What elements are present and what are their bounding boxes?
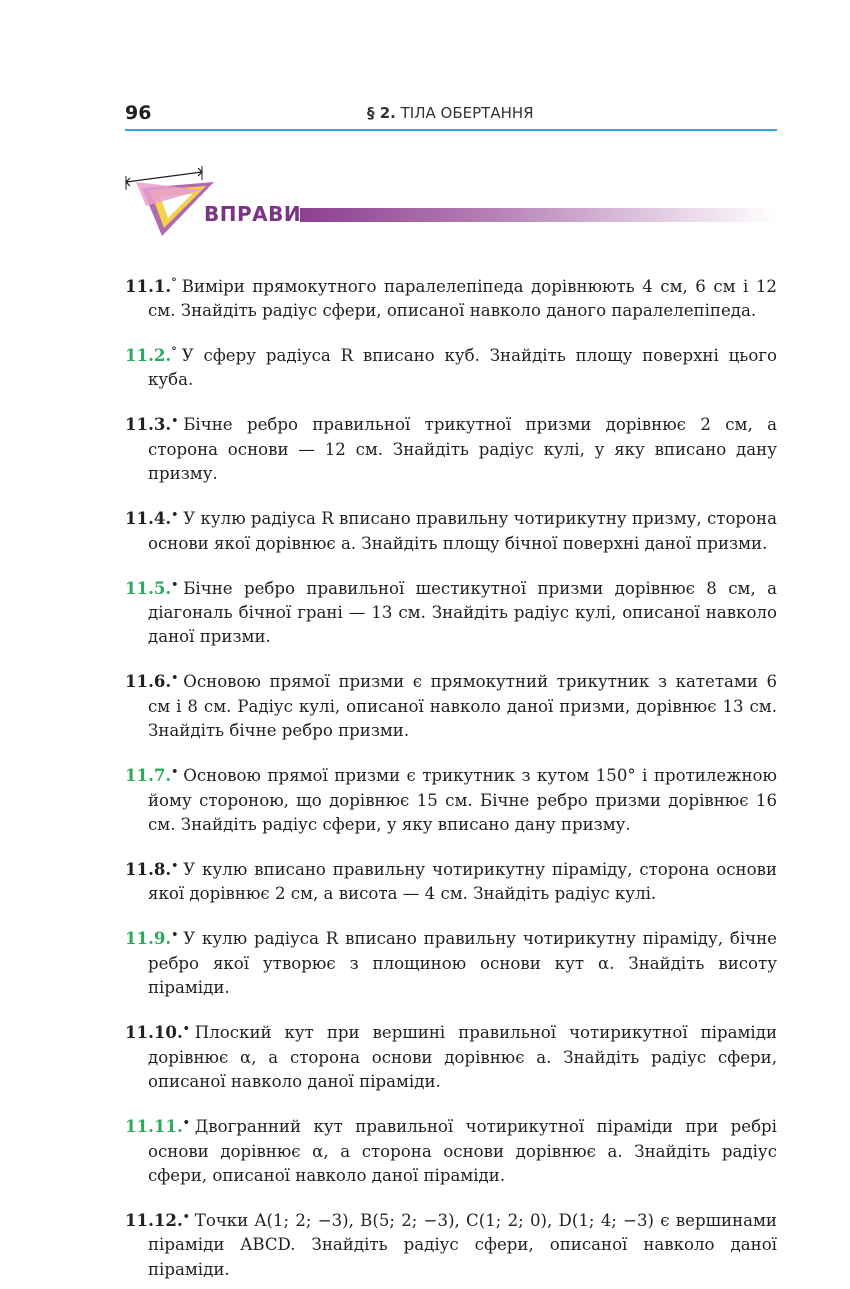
exercise-text: Виміри прямокутного паралелепіпеда дорівнюють 4 см, 6 см і 12 см. Знайдіть радіус сфери, описаної навколо даного паралелепіпеда. — [148, 276, 777, 320]
exercise-item — [125, 409, 777, 486]
banner-gradient-bar — [300, 208, 778, 222]
exercise-item — [125, 1205, 777, 1282]
difficulty-mark: • — [171, 414, 179, 428]
exercise-item — [125, 666, 777, 743]
exercise-number: 11.6. — [125, 671, 172, 692]
section-number: § 2. — [367, 104, 396, 122]
difficulty-mark: • — [171, 859, 179, 873]
exercise-item — [125, 573, 777, 650]
section-title: ТІЛА ОБЕРТАННЯ — [400, 104, 534, 122]
exercise-text: Точки A(1; 2; −3), B(5; 2; −3), C(1; 2; 0), D(1; 4; −3) є вершинами піраміди ABCD. Знайдіть радіус сфери, описаної навколо даної піраміди. — [148, 1210, 777, 1279]
exercises-banner — [122, 160, 778, 240]
exercise-number: 11.1. — [125, 275, 172, 296]
exercise-number: 11.11. — [125, 1116, 183, 1137]
exercise-number: 11.9. — [125, 928, 172, 949]
exercise-text: Основою прямої призми є прямокутний трикутник з катетами 6 см і 8 см. Радіус кулі, описаної навколо даної призми, дорівнює 13 см. Знайдіть бічне ребро призми. — [148, 672, 777, 741]
exercise-text: Бічне ребро правильної трикутної призми дорівнює 2 см, а сторона основи — 12 см. Знайдіть радіус кулі, у яку вписано дану призму. — [148, 415, 777, 484]
exercise-text: Основою прямої призми є трикутник з кутом 150° і протилежною йому стороною, що дорівнює 15 см. Бічне ребро призми дорівнює 16 см. Знайдіть радіус сфери, у яку вписано дану призму. — [148, 766, 777, 835]
exercise-item — [125, 854, 777, 907]
exercise-number: 11.2. — [125, 345, 172, 365]
difficulty-mark: ° — [171, 345, 177, 358]
header-rule — [125, 129, 777, 131]
banner-title: ВПРАВИ — [204, 202, 302, 226]
exercise-number: 11.3. — [125, 414, 172, 435]
page-number: 96 — [125, 102, 152, 124]
difficulty-mark: • — [182, 1209, 190, 1223]
exercise-number: 11.10. — [125, 1022, 183, 1043]
triangle-ruler-icon — [122, 160, 218, 240]
exercise-item — [125, 1017, 777, 1094]
difficulty-mark: ° — [171, 275, 177, 289]
exercise-list — [125, 254, 777, 1289]
exercise-text: У кулю радіуса R вписано правильну чотирикутну призму, сторона основи якої дорівнює a. Знайдіть площу бічної поверхні даної призми. — [148, 509, 777, 553]
difficulty-mark: • — [171, 928, 179, 942]
exercise-number: 11.12. — [125, 1209, 183, 1230]
exercise-number: 11.7. — [125, 765, 172, 786]
exercise-item — [125, 503, 777, 556]
page-header — [125, 100, 777, 130]
difficulty-mark: • — [171, 508, 179, 522]
section-heading — [367, 104, 534, 122]
exercise-item — [125, 340, 777, 393]
difficulty-mark: • — [171, 671, 179, 685]
exercise-text: Двогранний кут правильної чотирикутної піраміди при ребрі основи дорівнює α, а сторона основи дорівнює a. Знайдіть радіус сфери, описаної навколо даної піраміди. — [148, 1117, 777, 1185]
exercise-text: Плоский кут при вершині правильної чотирикутної піраміди дорівнює α, а сторона основи дорівнює a. Знайдіть радіус сфери, описаної навколо даної піраміди. — [148, 1023, 777, 1092]
exercise-item — [125, 271, 777, 324]
difficulty-mark: • — [171, 577, 179, 591]
exercise-item — [125, 923, 777, 1000]
exercise-item — [125, 1111, 777, 1188]
exercise-number: 11.8. — [125, 859, 172, 880]
difficulty-mark: • — [171, 765, 179, 779]
exercise-text: У сферу радіуса R вписано куб. Знайдіть площу поверхні цього куба. — [148, 346, 777, 390]
difficulty-mark: • — [182, 1116, 190, 1130]
exercise-item — [125, 760, 777, 837]
difficulty-mark: • — [182, 1022, 190, 1036]
exercise-text: У кулю вписано правильну чотирикутну піраміду, сторона основи якої дорівнює 2 см, а висота — 4 см. Знайдіть радіус кулі. — [148, 860, 777, 904]
exercise-number: 11.5. — [125, 577, 172, 598]
exercise-text: Бічне ребро правильної шестикутної призми дорівнює 8 см, а діагональ бічної грані — 13 см. Знайдіть радіус кулі, описаної навколо даної призми. — [148, 578, 777, 647]
exercise-number: 11.4. — [125, 508, 172, 529]
exercise-text: У кулю радіуса R вписано правильну чотирикутну піраміду, бічне ребро якої утворює з площиною основи кут α. Знайдіть висоту піраміди. — [148, 929, 777, 998]
